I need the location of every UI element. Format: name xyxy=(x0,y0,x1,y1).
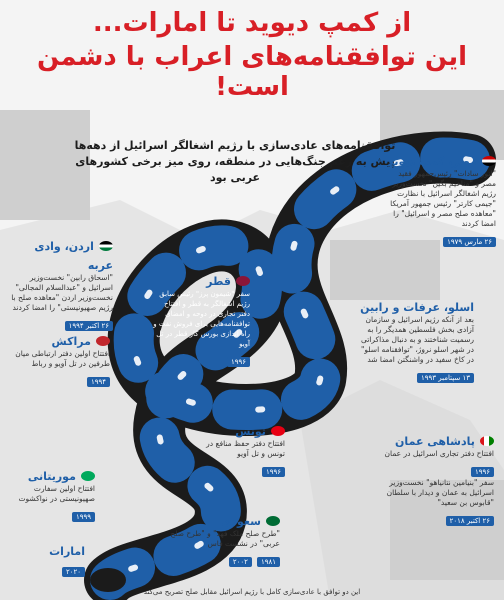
egypt-date: ۲۶ مارس ۱۹۷۹ xyxy=(443,237,496,247)
oslo-title: اسلو، عرفات و رابین xyxy=(360,301,474,314)
section-jordan xyxy=(8,235,113,332)
oman-date2: ۲۶ اکتبر ۲۰۱۸ xyxy=(446,516,494,526)
tunisia-date: ۱۹۹۶ xyxy=(262,467,285,477)
tunisia-flag-icon xyxy=(271,426,285,436)
footer-note: این دو توافق با عادی‌سازی کامل با رژیم اسرائیل مقابل صلح تصریح می‌کند xyxy=(143,588,361,596)
egypt-text: "انور سادات" رئیس‌جمهور فقید مصر و "مناخیم بگین" نخست‌وزیر رژیم اشغالگر اسرائیل با نظارت "جیمی کارتر" رئیس جمهور آمریکا "معاهده صلح مصر و اسرائیل" را امضا کردند xyxy=(390,169,496,228)
section-mauritania xyxy=(10,465,95,523)
section-morocco xyxy=(10,330,110,388)
morocco-title: مراکش xyxy=(51,335,91,348)
tunisia-title: تونس xyxy=(235,425,266,438)
section-uae xyxy=(15,540,85,578)
morocco-flag-icon xyxy=(96,336,110,346)
mauritania-flag-icon xyxy=(81,471,95,481)
jordan-flag-icon xyxy=(99,241,113,251)
mauritania-title: موریتانی xyxy=(27,470,76,483)
saudi-date2: ۲۰۰۲ xyxy=(229,557,252,567)
oslo-date: ۱۳ سپتامبر ۱۹۹۳ xyxy=(417,373,474,383)
morocco-date: ۱۹۹۴ xyxy=(87,377,110,387)
egypt-flag-icon xyxy=(482,156,496,166)
qatar-title: قطر xyxy=(206,275,231,288)
mauritania-date: ۱۹۹۹ xyxy=(72,512,95,522)
oman-flag-icon xyxy=(480,436,494,446)
oman-text: افتتاح دفتر تجاری اسرائیل در عمان xyxy=(384,449,494,458)
title-line1: از کمپ دیوید تا امارات... xyxy=(92,8,412,38)
section-oslo xyxy=(354,296,474,384)
morocco-text: افتتاح اولین دفتر ارتباطی میان طرفین در تل آویو و رباط xyxy=(15,349,110,368)
egypt-title: مصر، کمپ دیوید xyxy=(388,155,477,168)
intro-text: توافقنامه‌های عادی‌سازی با رژیم اشغالگر اسرائیل از دهه‌ها پیش به رغم جنگ‌هایی در منطقه، روی میز برخی کشورهای عربی بود xyxy=(74,139,396,184)
section-saudi xyxy=(170,510,280,568)
saudi-flag-icon xyxy=(266,516,280,526)
section-tunisia xyxy=(205,420,285,478)
qatar-text: سفر "شیمون پرز" رئیس سابق رژیم اشغالگر به قطر و افتتاح دفتر تجاری در دوحه و امضای توافقنامه‌هایی برای فروش نفت و راه اندازی بورس گاز قطر در تل آویو xyxy=(153,290,250,348)
saudi-date: ۱۹۸۱ xyxy=(257,557,280,567)
jordan-date: ۲۶ اکتبر ۱۹۹۴ xyxy=(65,321,113,331)
title-line2: این توافقنامه‌های اعراب با دشمن است! xyxy=(36,42,467,102)
section-qatar xyxy=(150,270,250,368)
oman-text2: سفر "بنیامین نتانیاهو" نخست‌وزیر اسرائیل به عمان و دیدار با سلطان "قابوس بن سعید" xyxy=(386,478,494,507)
oman-title: پادشاهی عمان xyxy=(395,435,475,448)
section-oman xyxy=(374,430,494,527)
oman-date: ۱۹۹۶ xyxy=(471,467,494,477)
saudi-text: "طرح صلح ملک فهد" و "طرح صلح عربی" در نشست فاس xyxy=(170,529,280,548)
saudi-title: سعودی xyxy=(221,515,261,528)
uae-title: امارات xyxy=(49,545,85,558)
section-egypt xyxy=(386,150,496,248)
oslo-text: بعد از آنکه رژیم اسرائیل و سازمان آزادی بخش فلسطین همدیگر را به رسمیت شناختند و به دنبال مذاکراتی در شهر اسلو نروژ، "توافقنامه اسلو" در کاخ سفید در واشنگتن امضا شد xyxy=(360,315,474,364)
qatar-date: ۱۹۹۶ xyxy=(227,357,250,367)
qatar-flag-icon xyxy=(236,276,250,286)
jordan-text: "اسحاق رابین" نخست‌وزیر اسرائیل و "عبدالسلام المجالی" نخست‌وزیر اردن "معاهده صلح با رژیم صهیونیستی" را امضا کردند xyxy=(11,273,113,312)
uae-date: ۲۰۲۰ xyxy=(62,567,85,577)
jordan-title: اردن، وادی عربه xyxy=(34,240,113,272)
tunisia-text: افتتاح دفتر حفظ منافع در تونس و تل آویو xyxy=(206,439,285,458)
mauritania-text: افتتاح اولین سفارت صهیونیستی در نواکشوت xyxy=(18,484,95,503)
